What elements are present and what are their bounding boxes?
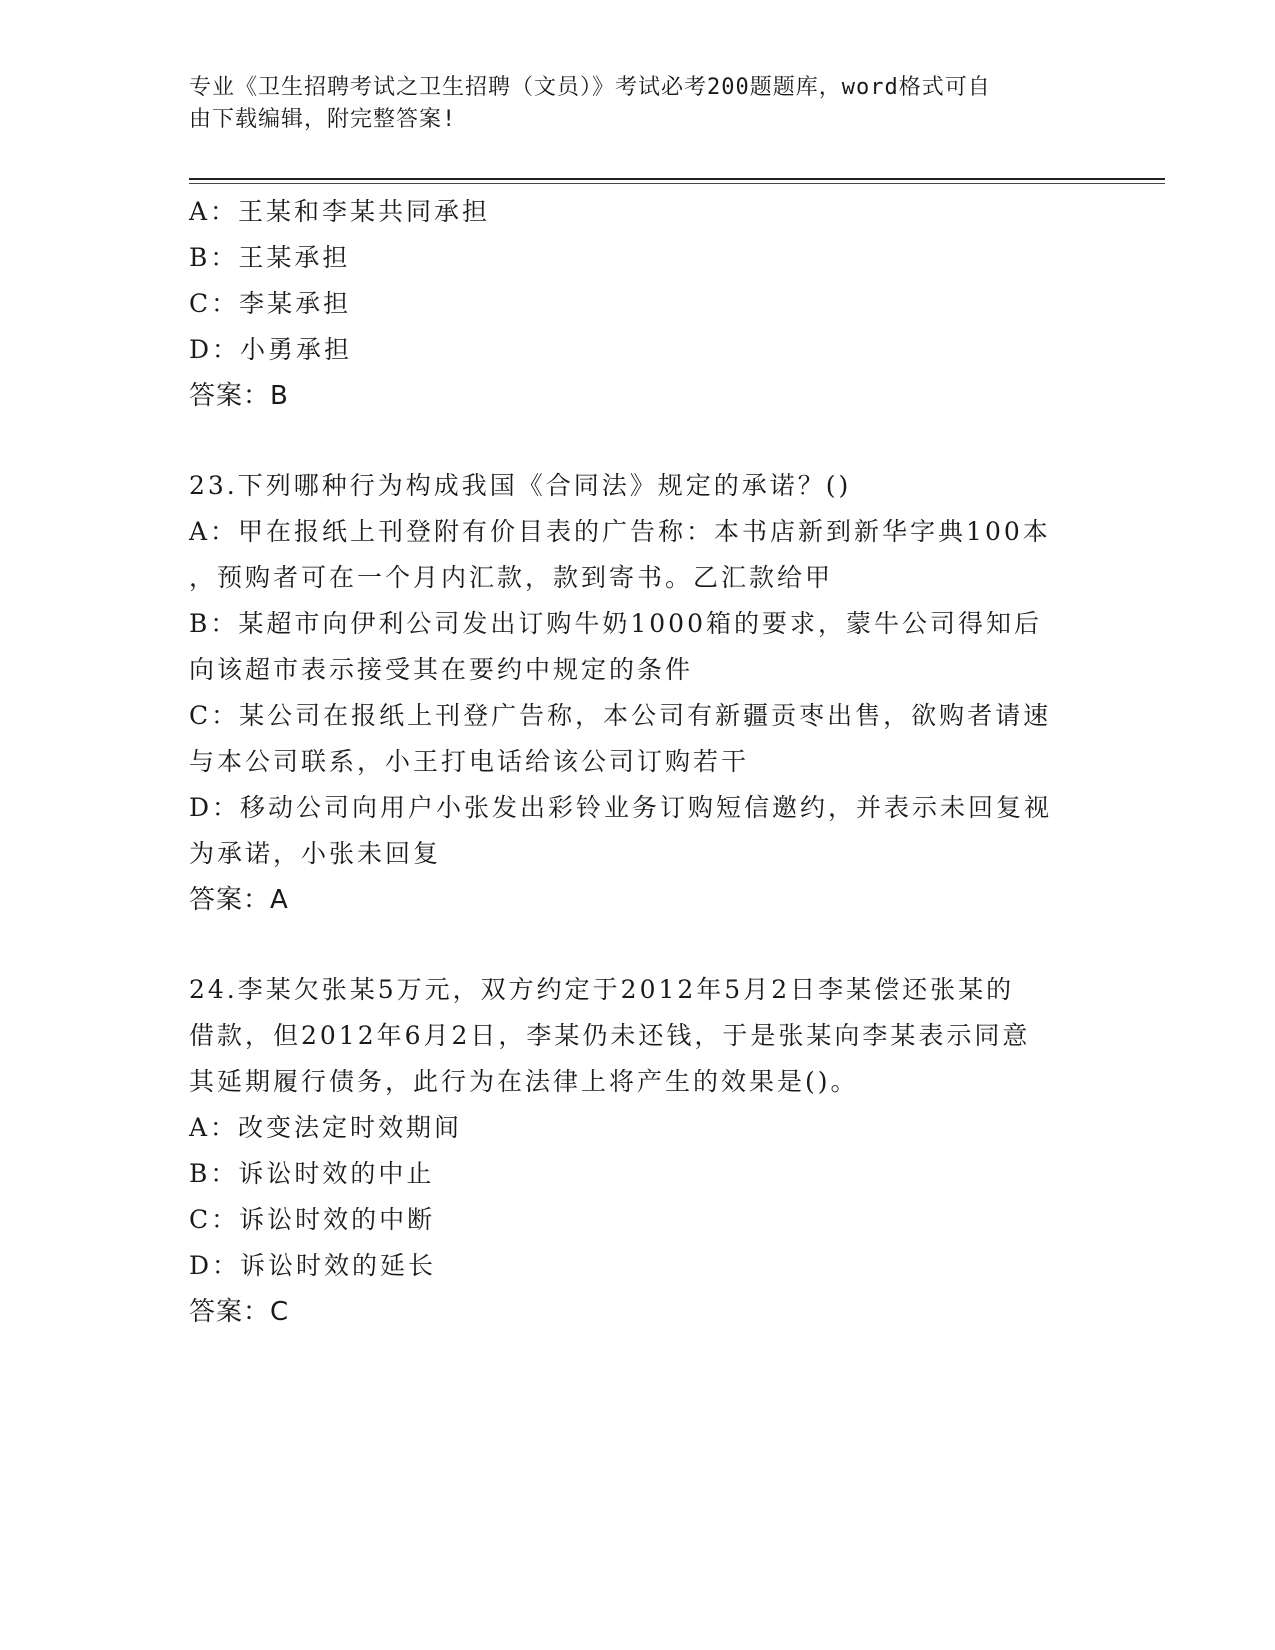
document-header (189, 72, 1089, 136)
question-stem-line-1: 24.李某欠张某5万元，双方约定于2012年5月2日李某偿还张某的 (189, 975, 1015, 1004)
answer-line: 答案：A (189, 885, 289, 915)
option-d: D：移动公司向用户小张发出彩铃业务订购短信邀约，并表示未回复视 (189, 793, 1053, 822)
option-b: B：诉讼时效的中止 (189, 1159, 435, 1188)
answer-line: 答案：B (189, 381, 289, 411)
header-line-1: 专业《卫生招聘考试之卫生招聘（文员）》考试必考200题题库，word格式可自 (189, 75, 991, 100)
option-b-cont: 向该超市表示接受其在要约中规定的条件 (189, 655, 694, 684)
option-a: A：甲在报纸上刊登附有价目表的广告称：本书店新到新华字典100本 (189, 517, 1051, 546)
option-b: B：某超市向伊利公司发出订购牛奶1000箱的要求，蒙牛公司得知后 (189, 609, 1042, 638)
question-23 (189, 463, 1089, 923)
header-divider (189, 178, 1165, 180)
question-stem-line-2: 借款，但2012年6月2日，李某仍未还钱，于是张某向李某表示同意 (189, 1021, 1031, 1050)
option-d: D：小勇承担 (189, 335, 353, 364)
question-22-tail (189, 189, 1089, 419)
answer-line: 答案：C (189, 1297, 290, 1327)
spacer (189, 419, 1089, 463)
option-d-cont: 为承诺，小张未回复 (189, 839, 442, 868)
option-a: A：王某和李某共同承担 (189, 197, 491, 226)
question-stem: 23.下列哪种行为构成我国《合同法》规定的承诺？() (189, 471, 852, 500)
option-a: A：改变法定时效期间 (189, 1113, 463, 1142)
option-b: B：王某承担 (189, 243, 351, 272)
option-d: D：诉讼时效的延长 (189, 1251, 437, 1280)
option-c: C：某公司在报纸上刊登广告称，本公司有新疆贡枣出售，欲购者请速 (189, 701, 1052, 730)
option-c: C：诉讼时效的中断 (189, 1205, 436, 1234)
document-body (189, 189, 1089, 1335)
option-c: C：李某承担 (189, 289, 352, 318)
question-24 (189, 967, 1089, 1335)
option-c-cont: 与本公司联系，小王打电话给该公司订购若干 (189, 747, 750, 776)
option-a-cont: ，预购者可在一个月内汇款，款到寄书。乙汇款给甲 (189, 563, 834, 592)
spacer (189, 923, 1089, 967)
header-divider-thin (189, 183, 1165, 184)
header-line-2: 由下载编辑，附完整答案! (189, 107, 457, 132)
question-stem-line-3: 其延期履行债务，此行为在法律上将产生的效果是()。 (189, 1067, 859, 1096)
